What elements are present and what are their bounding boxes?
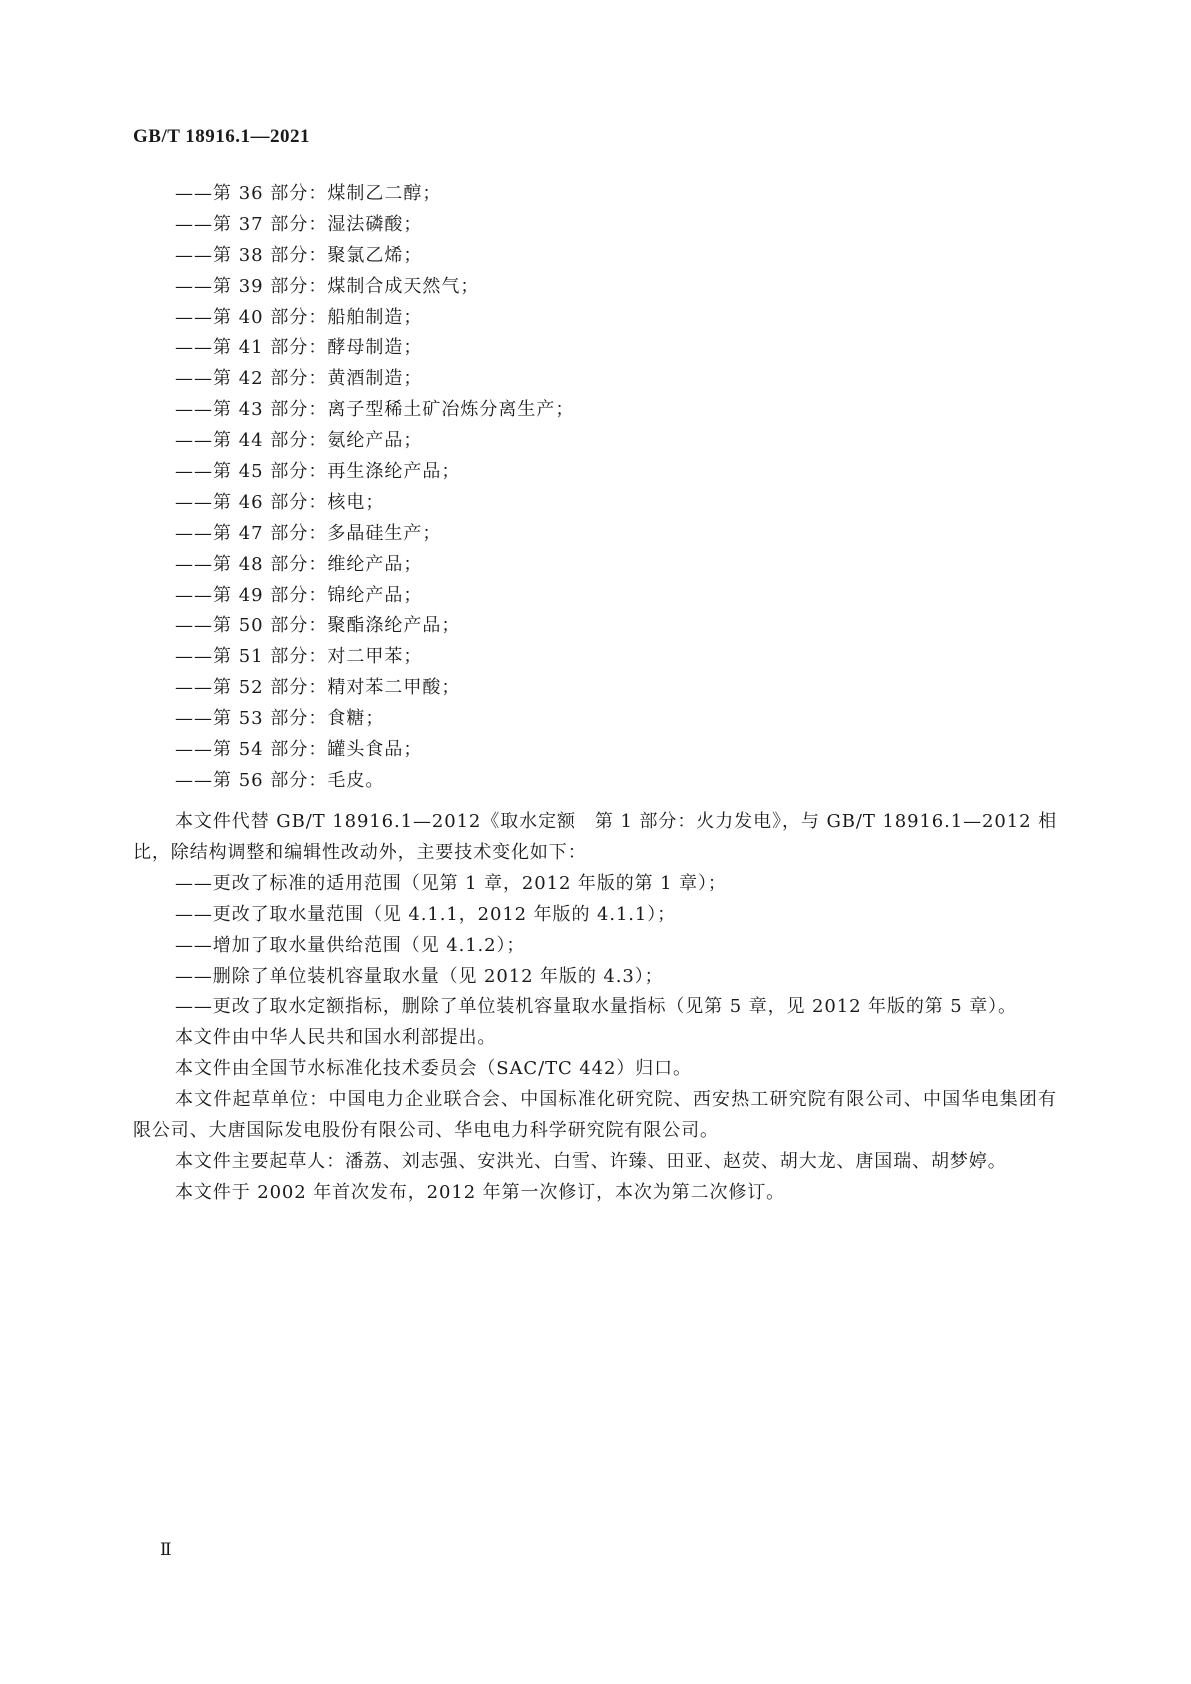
page-number: Ⅱ <box>160 1540 172 1559</box>
drafters-statement: 本文件主要起草人：潘荔、刘志强、安洪光、白雪、许臻、田亚、赵荧、胡大龙、唐国瑞、胡梦婷。 <box>175 1150 1007 1172</box>
list-item: ——更改了取水定额指标，删除了单位装机容量取水量指标（见第 5 章，见 2012 年版的第 5 章）。 <box>175 996 1017 1018</box>
list-item: ——第 56 部分：毛皮。 <box>175 769 385 791</box>
replacement-statement: 本文件代替 GB/T 18916.1—2012《取水定额 第 1 部分：火力发电》，与 GB/T 18916.1—2012 相比，除结构调整和编辑性改动外，主要技术变化如下： <box>133 811 1057 863</box>
centralized-by-statement: 本文件由全国节水标准化技术委员会（SAC/TC 442）归口。 <box>175 1058 692 1080</box>
list-item: ——第 54 部分：罐头食品； <box>175 739 423 761</box>
list-item: ——第 53 部分：食糖； <box>175 708 385 730</box>
list-item: ——增加了取水量供给范围（见 4.1.2）； <box>175 934 526 956</box>
list-item: ——更改了标准的适用范围（见第 1 章，2012 年版的第 1 章）； <box>175 872 727 894</box>
technical-changes-list <box>133 869 1057 1024</box>
list-item: ——第 45 部分：再生涤纶产品； <box>175 461 461 483</box>
list-item: ——第 37 部分：湿法磷酸； <box>175 213 423 235</box>
list-item: ——第 46 部分：核电； <box>175 491 385 513</box>
standard-number: GB/T 18916.1—2021 <box>133 126 311 147</box>
list-item: ——第 40 部分：船舶制造； <box>175 306 423 328</box>
list-item: ——第 42 部分：黄酒制造； <box>175 368 423 390</box>
list-item: ——第 48 部分：维纶产品； <box>175 553 423 575</box>
list-item: ——更改了取水量范围（见 4.1.1，2012 年版的 4.1.1）； <box>175 903 677 925</box>
list-item: ——第 52 部分：精对苯二甲酸； <box>175 677 461 699</box>
history-statement: 本文件于 2002 年首次发布，2012 年第一次修订，本次为第二次修订。 <box>175 1181 786 1203</box>
list-item: ——第 43 部分：离子型稀土矿冶炼分离生产； <box>175 399 575 421</box>
list-item: ——第 38 部分：聚氯乙烯； <box>175 244 423 266</box>
list-item: ——第 51 部分：对二甲苯； <box>175 646 423 668</box>
foreword-body <box>133 807 1057 1209</box>
list-item: ——第 47 部分：多晶硅生产； <box>175 522 442 544</box>
proposed-by-statement: 本文件由中华人民共和国水利部提出。 <box>175 1027 497 1049</box>
list-item: ——第 49 部分：锦纶产品； <box>175 584 423 606</box>
list-item: ——第 50 部分：聚酯涤纶产品； <box>175 615 461 637</box>
list-item: ——删除了单位装机容量取水量（见 2012 年版的 4.3）； <box>175 965 664 987</box>
list-item: ——第 44 部分：氨纶产品； <box>175 430 423 452</box>
drafting-units-statement: 本文件起草单位：中国电力企业联合会、中国标准化研究院、西安热工研究院有限公司、中国华电集团有限公司、大唐国际发电股份有限公司、华电电力科学研究院有限公司。 <box>133 1089 1057 1142</box>
parts-list <box>175 179 574 797</box>
list-item: ——第 39 部分：煤制合成天然气； <box>175 275 480 297</box>
list-item: ——第 41 部分：酵母制造； <box>175 337 423 359</box>
list-item: ——第 36 部分：煤制乙二醇； <box>175 183 442 204</box>
